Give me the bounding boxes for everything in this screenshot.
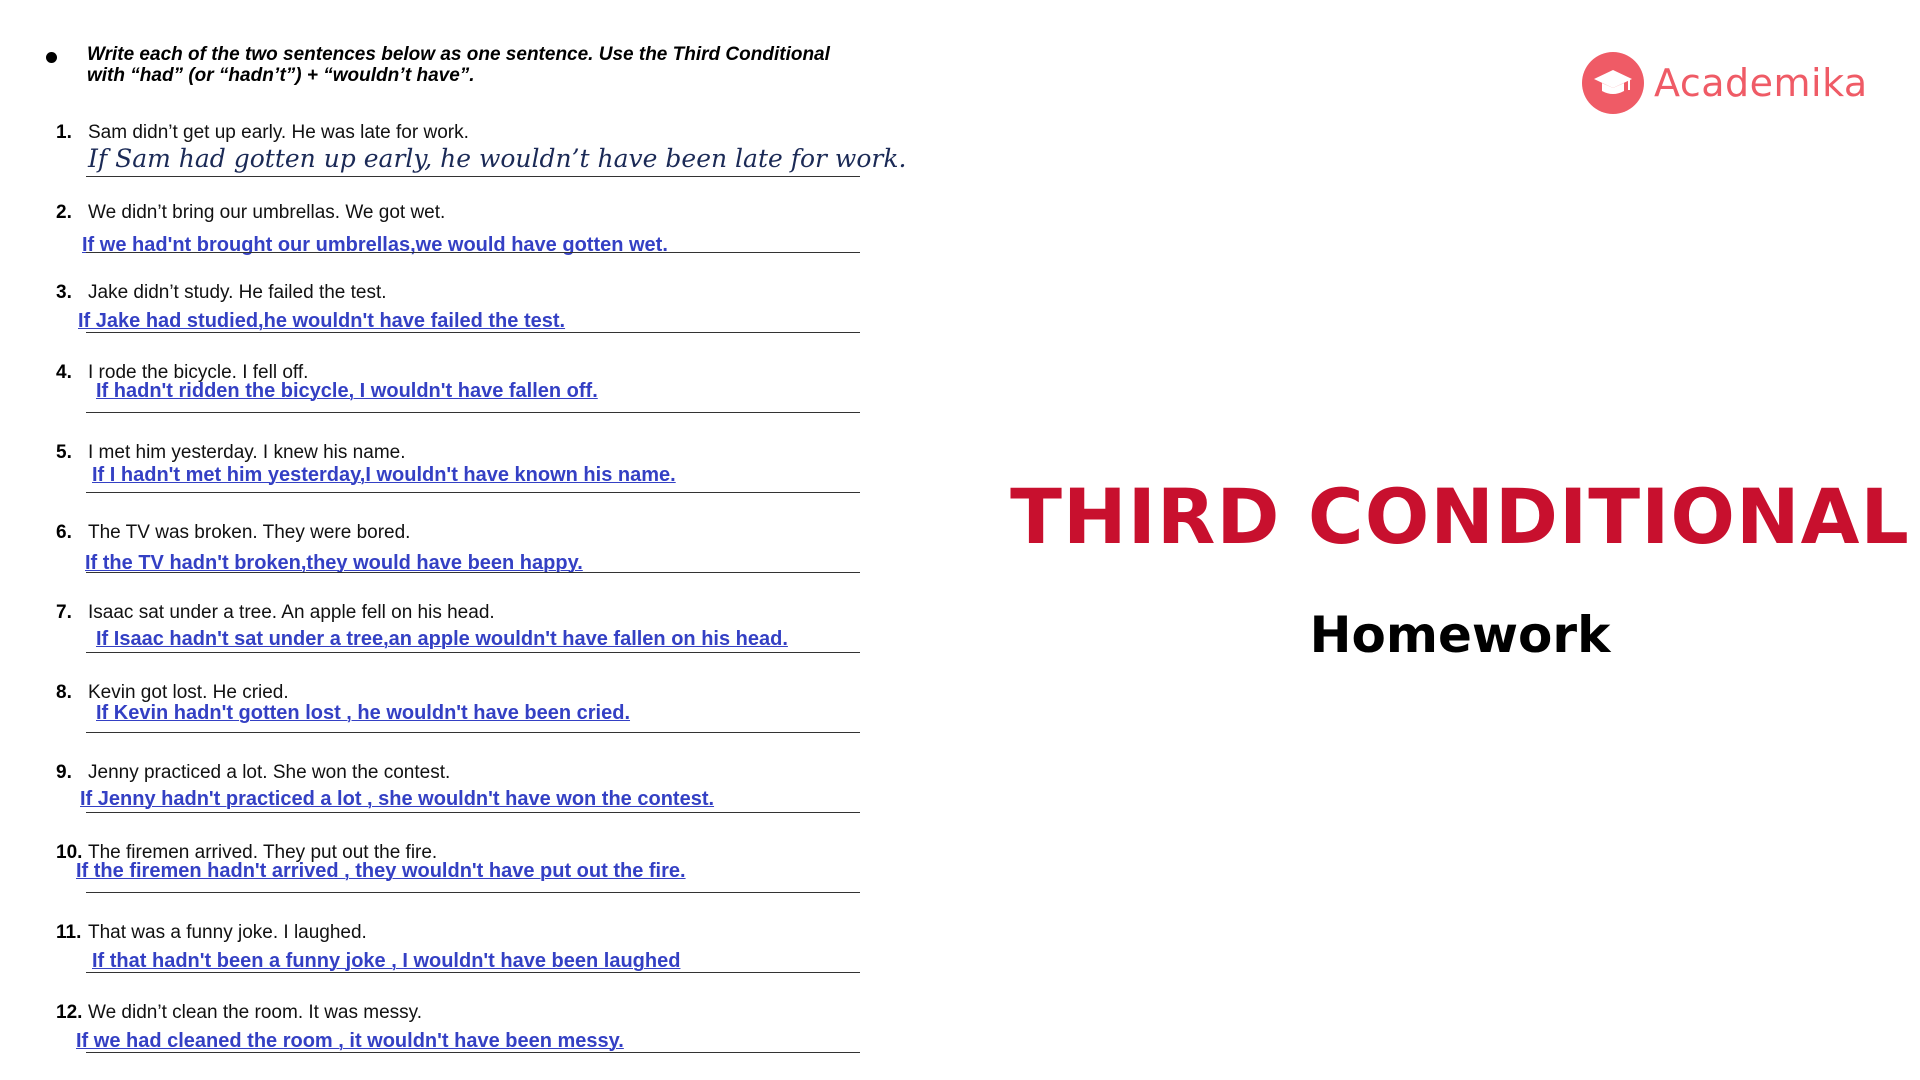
brand-name: Academika [1654, 61, 1868, 105]
exercise-item-5 [0, 442, 870, 520]
exercise-prompt: The TV was broken. They were bored. [88, 522, 411, 543]
exercise-item-9 [0, 762, 870, 840]
exercise-number: 6. [56, 522, 72, 543]
exercise-answer: If Jake had studied,he wouldn't have failed the test. [78, 310, 566, 332]
exercise-item-4 [0, 362, 870, 440]
exercise-prompt: That was a funny joke. I laughed. [88, 922, 367, 943]
answer-line [86, 1052, 860, 1053]
answer-line [86, 332, 860, 333]
exercise-answer: If we had'nt brought our umbrellas,we would have gotten wet. [82, 234, 668, 256]
page-title: THIRD CONDITIONAL [1010, 472, 1910, 561]
exercise-answer: If I hadn't met him yesterday,I wouldn't have known his name. [92, 464, 676, 486]
answer-line [86, 572, 860, 573]
exercise-number: 7. [56, 602, 72, 623]
exercise-item-2 [0, 202, 870, 280]
exercise-item-3 [0, 282, 870, 360]
exercise-answer: If the TV hadn't broken,they would have been happy. [85, 552, 583, 574]
exercise-number: 5. [56, 442, 72, 463]
instructions [46, 44, 866, 86]
exercise-prompt: I met him yesterday. I knew his name. [88, 442, 406, 463]
exercise-answer: If hadn't ridden the bicycle, I wouldn't have fallen off. [96, 380, 598, 402]
exercise-item-12 [0, 1002, 870, 1080]
exercise-number: 2. [56, 202, 72, 223]
answer-line [86, 492, 860, 493]
exercise-number: 10. [56, 842, 83, 863]
exercise-answer: If Isaac hadn't sat under a tree,an apple wouldn't have fallen on his head. [96, 628, 788, 650]
page-subtitle: Homework [1309, 606, 1611, 664]
exercise-answer: If Sam had gotten up early, he wouldn’t have been late for work. [88, 144, 907, 173]
answer-line [86, 176, 860, 177]
worksheet [0, 0, 907, 1080]
answer-line [86, 812, 860, 813]
exercise-prompt: The firemen arrived. They put out the fire. [88, 842, 438, 863]
exercise-number: 9. [56, 762, 72, 783]
exercise-prompt: Jake didn’t study. He failed the test. [88, 282, 387, 303]
exercise-prompt: Jenny practiced a lot. She won the contest. [88, 762, 451, 783]
exercise-item-10 [0, 842, 870, 920]
exercise-prompt: Kevin got lost. He cried. [88, 682, 289, 703]
instructions-text: Write each of the two sentences below as one sentence. Use the Third Conditional with “had” (or “hadn’t”) + “wouldn’t have”. [87, 44, 830, 86]
exercise-number: 3. [56, 282, 72, 303]
exercise-item-11 [0, 922, 870, 1000]
answer-line [86, 732, 860, 733]
brand-logo [1582, 52, 1868, 114]
answer-line [86, 892, 860, 893]
exercise-prompt: I rode the bicycle. I fell off. [88, 362, 309, 383]
answer-line [86, 652, 860, 653]
answer-line [86, 972, 860, 973]
exercise-prompt: We didn’t clean the room. It was messy. [88, 1002, 423, 1023]
exercise-item-6 [0, 522, 870, 600]
exercise-answer: If Jenny hadn't practiced a lot , she wouldn't have won the contest. [80, 788, 715, 810]
exercise-answer: If the firemen hadn't arrived , they wouldn't have put out the fire. [76, 860, 686, 882]
bullet-icon [46, 52, 57, 63]
exercise-prompt: We didn’t bring our umbrellas. We got wet. [88, 202, 446, 223]
exercise-prompt: Isaac sat under a tree. An apple fell on his head. [88, 602, 495, 623]
exercise-number: 1. [56, 122, 72, 143]
exercise-number: 4. [56, 362, 72, 383]
answer-line [86, 252, 860, 253]
exercise-item-7 [0, 602, 870, 680]
exercise-item-8 [0, 682, 870, 760]
exercise-answer: If that hadn't been a funny joke , I wouldn't have been laughed [92, 950, 681, 972]
exercise-number: 12. [56, 1002, 83, 1023]
exercise-number: 11. [56, 922, 82, 943]
exercise-item-1 [0, 122, 907, 200]
answer-line [86, 412, 860, 413]
exercise-answer: If we had cleaned the room , it wouldn't have been messy. [76, 1030, 624, 1052]
exercise-number: 8. [56, 682, 72, 703]
exercise-answer: If Kevin hadn't gotten lost , he wouldn't have been cried. [96, 702, 631, 724]
exercise-prompt: Sam didn’t get up early. He was late for work. [88, 122, 469, 143]
graduation-cap-icon [1582, 52, 1644, 114]
